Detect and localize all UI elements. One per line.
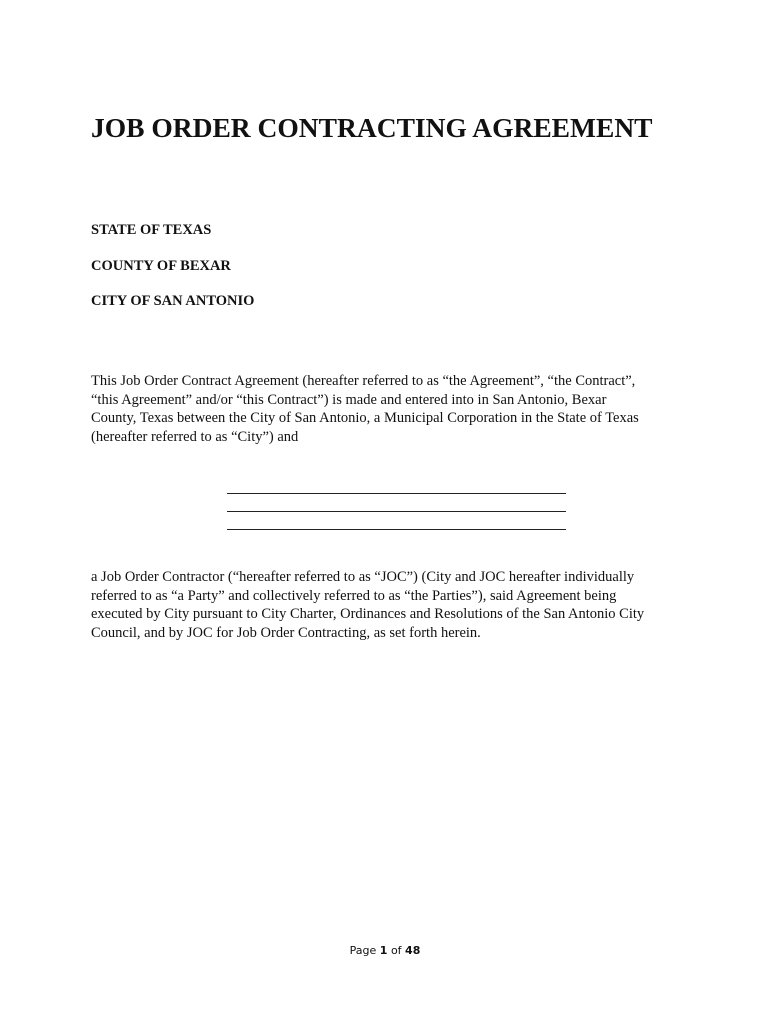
intro-paragraph-line: County, Texas between the City of San Antonio, a Municipal Corporation in the State of Texas [91,410,639,426]
page-total-number: 48 [405,944,421,957]
page-footer [0,944,770,957]
document-title: JOB ORDER CONTRACTING AGREEMENT [91,112,653,143]
contractor-blank-line [227,493,566,494]
contractor-name-blanks [227,493,566,547]
intro-paragraph-line: (hereafter referred to as “City”) and [91,428,299,445]
jurisdiction-state: STATE OF TEXAS [91,222,212,238]
intro-paragraph [91,372,691,446]
jurisdiction-block [91,221,254,328]
page-word: Page [349,944,377,957]
joc-paragraph-line: Council, and by JOC for Job Order Contracting, as set forth herein. [91,624,481,641]
page-current-number: 1 [379,944,388,957]
contractor-blank-line [227,529,566,530]
joc-paragraph-line: executed by City pursuant to City Charter, Ordinances and Resolutions of the San Antonio City [91,606,645,622]
joc-paragraph [91,568,691,642]
jurisdiction-county: COUNTY OF BEXAR [91,257,231,274]
contractor-blank-line [227,511,566,512]
of-word: of [390,944,402,957]
jurisdiction-city: CITY OF SAN ANTONIO [91,293,255,309]
joc-paragraph-line: referred to as “a Party” and collectively referred to as “the Parties”), said Agreement being [91,587,617,604]
intro-paragraph-line: “this Agreement” and/or “this Contract”) is made and entered into in San Antonio, Bexar [91,391,607,408]
intro-paragraph-line: This Job Order Contract Agreement (hereafter referred to as “the Agreement”, “the Contract”, [91,373,636,389]
joc-paragraph-line: a Job Order Contractor (“hereafter referred to as “JOC”) (City and JOC hereafter individually [91,569,635,585]
